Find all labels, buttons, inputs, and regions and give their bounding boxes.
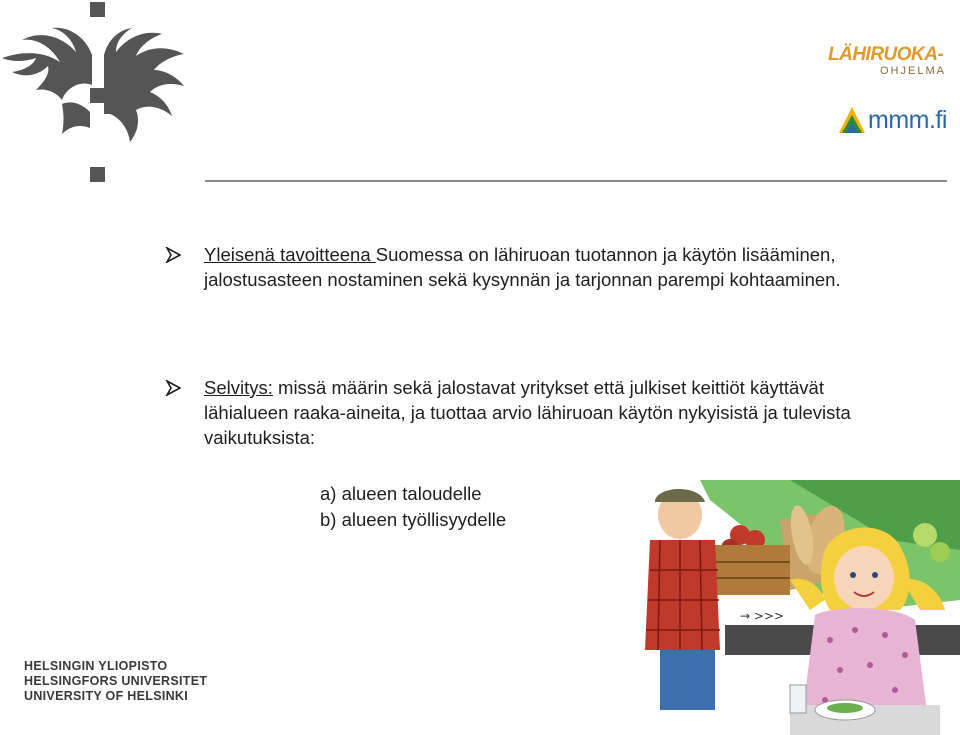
- illustration-sign: → >>>: [740, 609, 785, 623]
- market-illustration: [640, 480, 960, 735]
- lahiruoka-logo-title: LÄHIRUOKA-: [828, 44, 944, 65]
- arrow-bullet-icon: [165, 247, 181, 263]
- bullet-study-lead: Selvitys:: [204, 377, 273, 398]
- university-name-sv: HELSINGFORS UNIVERSITET: [24, 674, 208, 688]
- university-flame-logo: [0, 0, 200, 190]
- lahiruoka-ohjelma-logo: [828, 44, 953, 82]
- bullet-goal-text: Suomessa on lähiruoan tuotannon ja käytön lisääminen, jalostusasteen nostaminen sekä kysynnän ja tarjonnan parempi kohtaaminen.: [204, 244, 841, 290]
- bullet-study: [165, 375, 865, 450]
- sub-item-employment: b) alueen työllisyydelle: [320, 509, 507, 530]
- mmm-logo-text: mmm.fi: [868, 106, 947, 134]
- university-name-en: UNIVERSITY OF HELSINKI: [24, 689, 189, 703]
- bullet-study-text: missä määrin sekä jalostavat yritykset että julkiset keittiöt käyttävät lähialueen raaka-aineita, ja tuottaa arvio lähiruoan käytön nykyisistä ja tulevista vaikutuksista:: [204, 377, 851, 448]
- bullet-goal: [165, 242, 865, 292]
- header-divider: [205, 180, 947, 182]
- lahiruoka-logo-subtitle: OHJELMA: [880, 65, 946, 77]
- university-name-fi: HELSINGIN YLIOPISTO: [24, 659, 168, 673]
- university-name: [24, 659, 207, 704]
- arrow-bullet-icon: [165, 380, 181, 396]
- mmm-logo: [838, 105, 953, 137]
- mmm-triangle-icon: [838, 105, 866, 135]
- bullet-goal-lead: Yleisenä tavoitteena: [204, 244, 376, 265]
- sub-item-economy: a) alueen taloudelle: [320, 483, 482, 504]
